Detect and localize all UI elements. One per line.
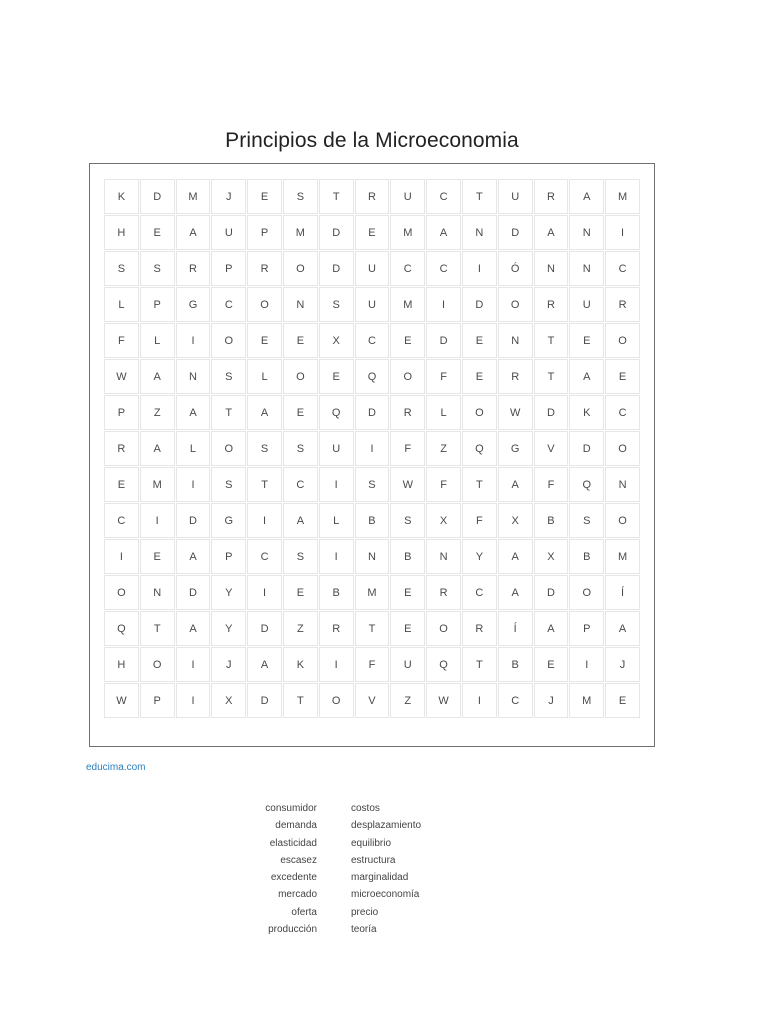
word-list-item: elasticidad: [269, 837, 317, 849]
grid-cell[interactable]: F: [426, 467, 461, 502]
grid-cell[interactable]: E: [390, 611, 425, 646]
grid-cell[interactable]: T: [462, 647, 497, 682]
grid-cell[interactable]: E: [140, 539, 175, 574]
grid-cell[interactable]: C: [247, 539, 282, 574]
grid-cell[interactable]: O: [426, 611, 461, 646]
grid-cell[interactable]: M: [390, 215, 425, 250]
grid-cell[interactable]: D: [534, 395, 569, 430]
grid-cell[interactable]: O: [319, 683, 354, 718]
grid-cell[interactable]: P: [569, 611, 604, 646]
grid-cell[interactable]: U: [569, 287, 604, 322]
word-list-item: demanda: [275, 820, 317, 832]
grid-cell[interactable]: O: [140, 647, 175, 682]
grid-cell[interactable]: D: [140, 179, 175, 214]
grid-cell[interactable]: M: [283, 215, 318, 250]
grid-cell[interactable]: A: [498, 467, 533, 502]
grid-cell[interactable]: Y: [211, 611, 246, 646]
grid-cell[interactable]: T: [462, 467, 497, 502]
grid-cell[interactable]: S: [569, 503, 604, 538]
letter-grid: [104, 179, 641, 719]
grid-cell[interactable]: G: [211, 503, 246, 538]
grid-cell[interactable]: X: [319, 323, 354, 358]
grid-cell[interactable]: Q: [462, 431, 497, 466]
grid-cell[interactable]: C: [605, 251, 640, 286]
grid-cell[interactable]: X: [426, 503, 461, 538]
grid-cell[interactable]: G: [498, 431, 533, 466]
grid-cell[interactable]: O: [605, 503, 640, 538]
grid-cell[interactable]: J: [211, 179, 246, 214]
grid-cell[interactable]: O: [211, 323, 246, 358]
grid-cell[interactable]: D: [176, 575, 211, 610]
grid-cell[interactable]: R: [247, 251, 282, 286]
grid-cell[interactable]: K: [569, 395, 604, 430]
grid-cell[interactable]: Q: [319, 395, 354, 430]
grid-cell[interactable]: T: [283, 683, 318, 718]
word-list-item: costos: [351, 803, 380, 814]
grid-cell[interactable]: A: [569, 179, 604, 214]
grid-cell[interactable]: A: [176, 395, 211, 430]
grid-cell[interactable]: M: [605, 179, 640, 214]
grid-cell[interactable]: T: [534, 359, 569, 394]
grid-cell[interactable]: Ó: [498, 251, 533, 286]
grid-cell[interactable]: B: [569, 539, 604, 574]
grid-cell[interactable]: A: [534, 611, 569, 646]
grid-cell[interactable]: E: [104, 467, 139, 502]
grid-cell[interactable]: Y: [211, 575, 246, 610]
grid-cell[interactable]: F: [355, 647, 390, 682]
grid-cell[interactable]: Z: [283, 611, 318, 646]
grid-cell[interactable]: A: [140, 359, 175, 394]
grid-cell[interactable]: D: [534, 575, 569, 610]
grid-cell[interactable]: P: [140, 287, 175, 322]
grid-cell[interactable]: J: [211, 647, 246, 682]
grid-cell[interactable]: I: [569, 647, 604, 682]
grid-cell[interactable]: C: [462, 575, 497, 610]
grid-cell[interactable]: A: [605, 611, 640, 646]
grid-cell[interactable]: F: [462, 503, 497, 538]
grid-cell[interactable]: E: [247, 323, 282, 358]
grid-cell[interactable]: O: [605, 431, 640, 466]
grid-cell[interactable]: N: [534, 251, 569, 286]
grid-cell[interactable]: E: [569, 323, 604, 358]
word-list-item: oferta: [291, 906, 317, 918]
grid-cell[interactable]: S: [319, 287, 354, 322]
grid-cell[interactable]: C: [390, 251, 425, 286]
grid-cell[interactable]: C: [104, 503, 139, 538]
grid-cell[interactable]: E: [247, 179, 282, 214]
grid-cell[interactable]: I: [462, 251, 497, 286]
grid-cell[interactable]: C: [426, 179, 461, 214]
grid-cell[interactable]: J: [605, 647, 640, 682]
grid-cell[interactable]: R: [390, 395, 425, 430]
grid-cell[interactable]: C: [605, 395, 640, 430]
grid-cell[interactable]: P: [247, 215, 282, 250]
grid-cell[interactable]: V: [534, 431, 569, 466]
grid-cell[interactable]: Q: [426, 647, 461, 682]
grid-cell[interactable]: I: [355, 431, 390, 466]
grid-cell[interactable]: B: [390, 539, 425, 574]
grid-cell[interactable]: X: [534, 539, 569, 574]
word-list-item: escasez: [280, 854, 317, 866]
grid-cell[interactable]: N: [462, 215, 497, 250]
grid-cell[interactable]: Q: [355, 359, 390, 394]
grid-cell[interactable]: R: [605, 287, 640, 322]
grid-cell[interactable]: D: [176, 503, 211, 538]
grid-cell[interactable]: S: [211, 359, 246, 394]
grid-cell[interactable]: R: [176, 251, 211, 286]
grid-cell[interactable]: W: [390, 467, 425, 502]
grid-cell[interactable]: Z: [140, 395, 175, 430]
grid-cell[interactable]: C: [211, 287, 246, 322]
grid-cell[interactable]: A: [569, 359, 604, 394]
grid-cell[interactable]: S: [247, 431, 282, 466]
grid-cell[interactable]: E: [283, 395, 318, 430]
grid-cell[interactable]: S: [283, 179, 318, 214]
grid-cell[interactable]: M: [390, 287, 425, 322]
grid-cell[interactable]: E: [390, 323, 425, 358]
grid-cell[interactable]: S: [390, 503, 425, 538]
grid-cell[interactable]: W: [104, 683, 139, 718]
grid-cell[interactable]: B: [319, 575, 354, 610]
grid-cell[interactable]: B: [498, 647, 533, 682]
grid-cell[interactable]: R: [426, 575, 461, 610]
grid-cell[interactable]: A: [140, 431, 175, 466]
grid-cell[interactable]: E: [283, 323, 318, 358]
grid-cell[interactable]: E: [462, 323, 497, 358]
grid-cell[interactable]: X: [211, 683, 246, 718]
grid-cell[interactable]: T: [462, 179, 497, 214]
grid-cell[interactable]: I: [426, 287, 461, 322]
grid-cell[interactable]: Q: [569, 467, 604, 502]
grid-cell[interactable]: V: [355, 683, 390, 718]
grid-cell[interactable]: A: [426, 215, 461, 250]
grid-cell[interactable]: C: [355, 323, 390, 358]
grid-cell[interactable]: A: [176, 215, 211, 250]
grid-cell[interactable]: T: [319, 179, 354, 214]
grid-cell[interactable]: D: [426, 323, 461, 358]
grid-cell[interactable]: M: [605, 539, 640, 574]
grid-cell[interactable]: I: [319, 647, 354, 682]
grid-cell[interactable]: M: [176, 179, 211, 214]
grid-cell[interactable]: T: [140, 611, 175, 646]
grid-cell[interactable]: P: [104, 395, 139, 430]
word-list-item: microeconomía: [351, 889, 420, 901]
grid-cell[interactable]: D: [498, 215, 533, 250]
grid-cell[interactable]: I: [104, 539, 139, 574]
grid-cell[interactable]: R: [355, 179, 390, 214]
grid-cell[interactable]: L: [104, 287, 139, 322]
word-list-left: [200, 802, 317, 940]
grid-cell[interactable]: N: [355, 539, 390, 574]
grid-cell[interactable]: T: [211, 395, 246, 430]
grid-cell[interactable]: O: [569, 575, 604, 610]
grid-cell[interactable]: L: [140, 323, 175, 358]
grid-cell[interactable]: E: [319, 359, 354, 394]
grid-cell[interactable]: C: [498, 683, 533, 718]
grid-cell[interactable]: N: [605, 467, 640, 502]
grid-cell[interactable]: D: [247, 683, 282, 718]
grid-cell[interactable]: K: [104, 179, 139, 214]
word-list-item: desplazamiento: [351, 820, 422, 832]
grid-cell[interactable]: I: [176, 647, 211, 682]
grid-cell[interactable]: U: [355, 251, 390, 286]
grid-cell[interactable]: T: [534, 323, 569, 358]
grid-cell[interactable]: J: [534, 683, 569, 718]
grid-cell[interactable]: U: [390, 179, 425, 214]
grid-cell[interactable]: N: [426, 539, 461, 574]
word-list-item: consumidor: [265, 803, 317, 814]
grid-cell[interactable]: M: [140, 467, 175, 502]
grid-cell[interactable]: F: [390, 431, 425, 466]
grid-cell[interactable]: I: [462, 683, 497, 718]
grid-cell[interactable]: O: [390, 359, 425, 394]
grid-cell[interactable]: R: [319, 611, 354, 646]
grid-cell[interactable]: W: [498, 395, 533, 430]
source-link[interactable]: educima.com: [86, 762, 146, 773]
grid-cell[interactable]: D: [462, 287, 497, 322]
grid-cell[interactable]: I: [176, 467, 211, 502]
grid-cell[interactable]: E: [605, 683, 640, 718]
grid-cell[interactable]: A: [247, 395, 282, 430]
word-list-item: mercado: [278, 889, 317, 901]
grid-cell[interactable]: L: [319, 503, 354, 538]
grid-cell[interactable]: T: [355, 611, 390, 646]
grid-cell[interactable]: R: [498, 359, 533, 394]
grid-cell[interactable]: N: [283, 287, 318, 322]
grid-cell[interactable]: A: [176, 539, 211, 574]
grid-cell[interactable]: I: [247, 575, 282, 610]
grid-cell[interactable]: O: [605, 323, 640, 358]
grid-cell[interactable]: I: [319, 467, 354, 502]
grid-cell[interactable]: S: [355, 467, 390, 502]
grid-cell[interactable]: A: [283, 503, 318, 538]
grid-cell[interactable]: Y: [462, 539, 497, 574]
grid-cell[interactable]: D: [319, 215, 354, 250]
grid-cell[interactable]: U: [211, 215, 246, 250]
word-list-item: excedente: [270, 872, 317, 884]
grid-cell[interactable]: A: [176, 611, 211, 646]
grid-cell[interactable]: E: [355, 215, 390, 250]
grid-cell[interactable]: S: [283, 539, 318, 574]
grid-cell[interactable]: I: [605, 215, 640, 250]
grid-cell[interactable]: D: [319, 251, 354, 286]
grid-cell[interactable]: A: [498, 575, 533, 610]
grid-cell[interactable]: C: [283, 467, 318, 502]
grid-cell[interactable]: H: [104, 647, 139, 682]
grid-cell[interactable]: O: [247, 287, 282, 322]
grid-cell[interactable]: N: [176, 359, 211, 394]
grid-cell[interactable]: O: [104, 575, 139, 610]
word-list-item: estructura: [351, 854, 396, 866]
grid-cell[interactable]: P: [211, 251, 246, 286]
grid-cell[interactable]: E: [605, 359, 640, 394]
grid-cell[interactable]: E: [390, 575, 425, 610]
grid-cell[interactable]: H: [104, 215, 139, 250]
grid-cell[interactable]: D: [355, 395, 390, 430]
grid-cell[interactable]: I: [176, 683, 211, 718]
grid-cell[interactable]: F: [534, 467, 569, 502]
grid-cell[interactable]: I: [176, 323, 211, 358]
grid-cell[interactable]: D: [247, 611, 282, 646]
grid-cell[interactable]: D: [569, 431, 604, 466]
grid-cell[interactable]: R: [534, 287, 569, 322]
grid-cell[interactable]: W: [426, 683, 461, 718]
grid-cell[interactable]: I: [319, 539, 354, 574]
grid-cell[interactable]: F: [426, 359, 461, 394]
grid-cell[interactable]: Z: [390, 683, 425, 718]
grid-cell[interactable]: R: [534, 179, 569, 214]
grid-cell[interactable]: Í: [498, 611, 533, 646]
grid-cell[interactable]: O: [211, 431, 246, 466]
grid-cell[interactable]: U: [390, 647, 425, 682]
grid-cell[interactable]: S: [140, 251, 175, 286]
grid-cell[interactable]: I: [247, 503, 282, 538]
grid-cell[interactable]: I: [140, 503, 175, 538]
word-list-right: [351, 802, 511, 940]
grid-cell[interactable]: A: [247, 647, 282, 682]
grid-cell[interactable]: N: [140, 575, 175, 610]
grid-cell[interactable]: O: [462, 395, 497, 430]
grid-cell[interactable]: E: [140, 215, 175, 250]
grid-cell[interactable]: R: [104, 431, 139, 466]
grid-cell[interactable]: N: [569, 251, 604, 286]
grid-cell[interactable]: P: [140, 683, 175, 718]
grid-cell[interactable]: E: [534, 647, 569, 682]
grid-cell[interactable]: Q: [104, 611, 139, 646]
grid-cell[interactable]: U: [355, 287, 390, 322]
grid-cell[interactable]: O: [498, 287, 533, 322]
grid-cell[interactable]: N: [569, 215, 604, 250]
grid-cell[interactable]: A: [498, 539, 533, 574]
grid-cell[interactable]: Í: [605, 575, 640, 610]
grid-cell[interactable]: E: [283, 575, 318, 610]
grid-cell[interactable]: L: [176, 431, 211, 466]
page-title: Principios de la Microeconomia: [225, 129, 519, 152]
grid-cell[interactable]: R: [462, 611, 497, 646]
grid-cell[interactable]: Z: [426, 431, 461, 466]
grid-cell[interactable]: K: [283, 647, 318, 682]
grid-cell[interactable]: P: [211, 539, 246, 574]
grid-cell[interactable]: A: [534, 215, 569, 250]
grid-cell[interactable]: L: [247, 359, 282, 394]
grid-cell[interactable]: O: [283, 251, 318, 286]
word-list-item: teoría: [351, 924, 377, 936]
grid-cell[interactable]: B: [534, 503, 569, 538]
grid-cell[interactable]: S: [211, 467, 246, 502]
word-list-item: precio: [351, 906, 379, 918]
grid-cell[interactable]: L: [426, 395, 461, 430]
grid-cell[interactable]: N: [498, 323, 533, 358]
grid-cell[interactable]: G: [176, 287, 211, 322]
grid-cell[interactable]: C: [426, 251, 461, 286]
word-list-item: equilibrio: [351, 837, 392, 849]
grid-cell[interactable]: X: [498, 503, 533, 538]
word-list-item: marginalidad: [351, 872, 409, 884]
grid-cell[interactable]: W: [104, 359, 139, 394]
grid-cell[interactable]: B: [355, 503, 390, 538]
word-list-item: producción: [268, 924, 317, 936]
grid-cell[interactable]: F: [104, 323, 139, 358]
grid-cell[interactable]: E: [462, 359, 497, 394]
grid-cell[interactable]: U: [319, 431, 354, 466]
grid-cell[interactable]: O: [283, 359, 318, 394]
grid-cell[interactable]: U: [498, 179, 533, 214]
grid-cell[interactable]: T: [247, 467, 282, 502]
grid-cell[interactable]: M: [355, 575, 390, 610]
grid-cell[interactable]: M: [569, 683, 604, 718]
grid-cell[interactable]: S: [104, 251, 139, 286]
grid-cell[interactable]: S: [283, 431, 318, 466]
